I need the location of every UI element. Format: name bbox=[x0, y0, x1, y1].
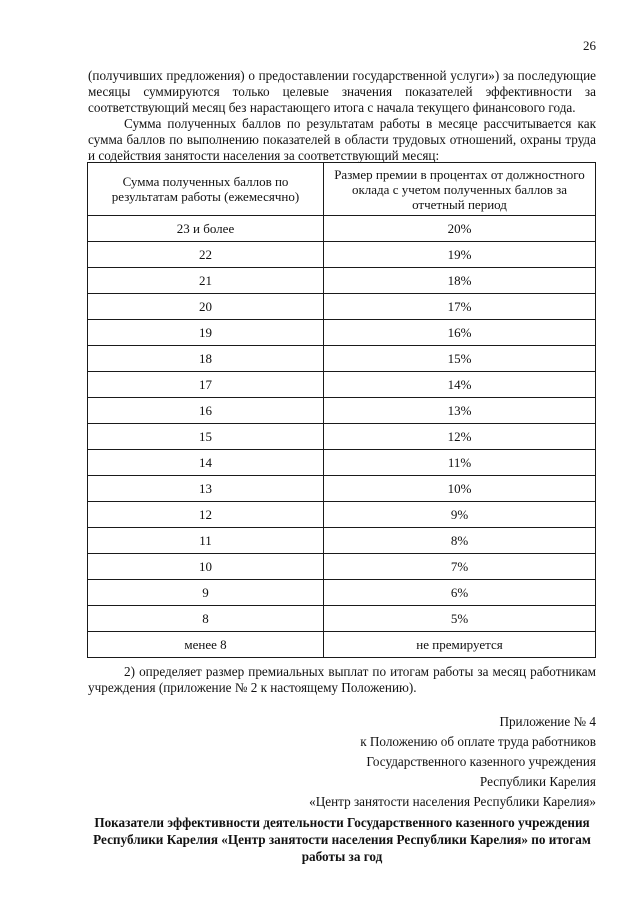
bonus-cell: 14% bbox=[324, 372, 596, 398]
appendix-line: «Центр занятости населения Республики Карелия» bbox=[309, 794, 596, 809]
appendix-title: Приложение № 4 bbox=[499, 714, 596, 729]
bonus-cell: 9% bbox=[324, 502, 596, 528]
bonus-cell: 10% bbox=[324, 476, 596, 502]
score-cell: 9 bbox=[88, 580, 324, 606]
score-cell: 12 bbox=[88, 502, 324, 528]
table-row bbox=[88, 554, 596, 580]
score-cell: 19 bbox=[88, 320, 324, 346]
page-number: 26 bbox=[583, 38, 596, 53]
table-row bbox=[88, 346, 596, 372]
table-row bbox=[88, 606, 596, 632]
table-row bbox=[88, 320, 596, 346]
score-cell: 8 bbox=[88, 606, 324, 632]
score-cell: 10 bbox=[88, 554, 324, 580]
bonus-cell: не премируется bbox=[324, 632, 596, 658]
appendix-line: Республики Карелия bbox=[479, 774, 596, 789]
score-cell: 15 bbox=[88, 424, 324, 450]
bonus-cell: 7% bbox=[324, 554, 596, 580]
bonus-cell: 18% bbox=[324, 268, 596, 294]
score-cell: 17 bbox=[88, 372, 324, 398]
score-cell: 11 bbox=[88, 528, 324, 554]
table-row bbox=[88, 580, 596, 606]
score-column-header: Сумма полученных баллов по результатам работы (ежемесячно) bbox=[88, 163, 324, 216]
bonus-cell: 15% bbox=[324, 346, 596, 372]
bonus-cell: 20% bbox=[324, 216, 596, 242]
appendix-block bbox=[309, 712, 596, 812]
table-row bbox=[88, 268, 596, 294]
table-header-row bbox=[88, 163, 596, 216]
bonus-table bbox=[87, 162, 596, 658]
bonus-cell: 8% bbox=[324, 528, 596, 554]
appendix-line: к Положению об оплате труда работников bbox=[360, 734, 596, 749]
table-row bbox=[88, 398, 596, 424]
appendix-line: Государственного казенного учреждения bbox=[366, 754, 596, 769]
table-row bbox=[88, 632, 596, 658]
table-row bbox=[88, 450, 596, 476]
score-cell: 14 bbox=[88, 450, 324, 476]
bonus-cell: 11% bbox=[324, 450, 596, 476]
table-row bbox=[88, 502, 596, 528]
bonus-cell: 17% bbox=[324, 294, 596, 320]
bonus-cell: 12% bbox=[324, 424, 596, 450]
score-cell: 13 bbox=[88, 476, 324, 502]
score-cell: 21 bbox=[88, 268, 324, 294]
section-heading: Показатели эффективности деятельности Государственного казенного учреждения Республики Карелия «Центр занятости населения Республики Карелия» по итогам работы за год bbox=[93, 815, 591, 864]
bonus-cell: 13% bbox=[324, 398, 596, 424]
bonus-cell: 16% bbox=[324, 320, 596, 346]
bonus-cell: 5% bbox=[324, 606, 596, 632]
table-row bbox=[88, 216, 596, 242]
score-cell: 18 bbox=[88, 346, 324, 372]
bonus-cell: 6% bbox=[324, 580, 596, 606]
score-cell: 20 bbox=[88, 294, 324, 320]
bonus-table-body bbox=[88, 216, 596, 658]
table-row bbox=[88, 528, 596, 554]
table-row bbox=[88, 424, 596, 450]
score-cell: 16 bbox=[88, 398, 324, 424]
score-cell: 22 bbox=[88, 242, 324, 268]
score-cell: 23 и более bbox=[88, 216, 324, 242]
point-2-paragraph: 2) определяет размер премиальных выплат по итогам работы за месяц работникам учреждения (приложение № 2 к настоящему Положению). bbox=[88, 664, 596, 695]
table-row bbox=[88, 294, 596, 320]
intro-paragraph: (получивших предложения) о предоставлении государственной услуги») за последующие месяцы суммируются только целевые значения показателей эффективности за соответствующий месяц без нарастающего итога с начала текущего финансового года. bbox=[88, 68, 596, 115]
bonus-cell: 19% bbox=[324, 242, 596, 268]
table-row bbox=[88, 372, 596, 398]
score-cell: менее 8 bbox=[88, 632, 324, 658]
score-sum-paragraph: Сумма полученных баллов по результатам работы в месяце рассчитывается как сумма баллов по выполнению показателей в области трудовых отношений, охраны труда и содействия занятости населения за соответствующий месяц: bbox=[88, 116, 596, 163]
table-row bbox=[88, 476, 596, 502]
bonus-column-header: Размер премии в процентах от должностного оклада с учетом полученных баллов за отчетный период bbox=[324, 163, 596, 216]
table-row bbox=[88, 242, 596, 268]
